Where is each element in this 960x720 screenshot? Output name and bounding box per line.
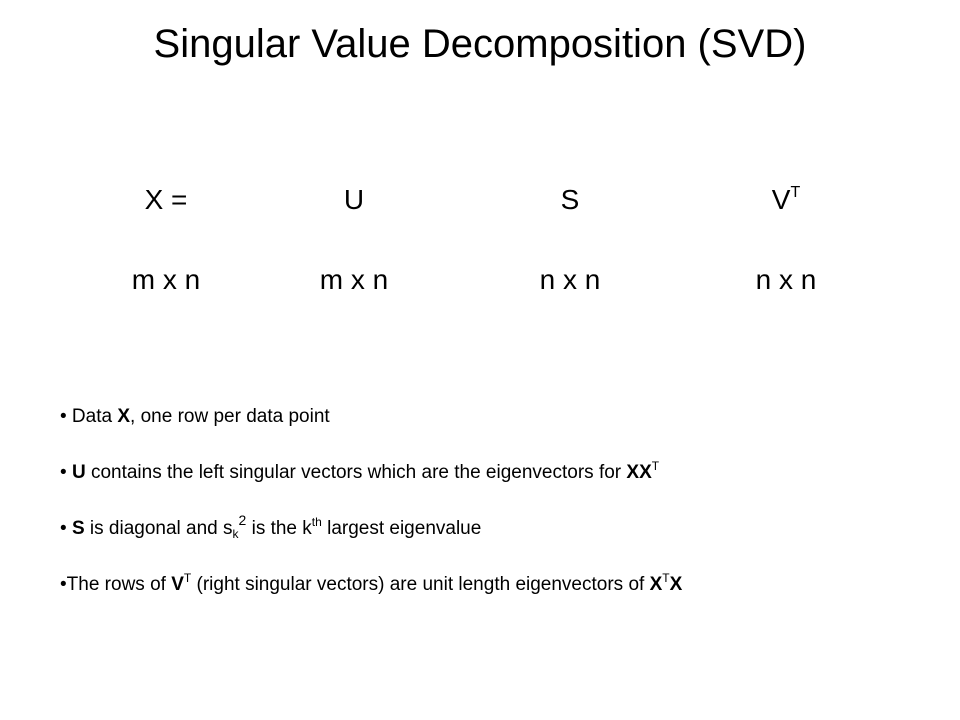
- bullet-bold-term: U: [71, 462, 86, 483]
- bullet-bold-term: S: [71, 518, 85, 539]
- bullet-text: •: [60, 518, 72, 539]
- transpose-superscript: T: [790, 184, 801, 201]
- bullet-u-left-singular: [60, 454, 659, 492]
- bullet-vt-rows: [60, 566, 682, 604]
- bullet-superscript: T: [662, 571, 670, 585]
- v-symbol: V: [771, 184, 791, 215]
- bullet-bold-term: V: [171, 574, 184, 595]
- bullet-superscript: T: [183, 571, 192, 585]
- vt-dimension: n x n: [755, 264, 817, 295]
- u-dimension: m x n: [319, 264, 389, 295]
- bullet-text: is diagonal and s: [84, 518, 233, 539]
- bullet-bold-term: X: [669, 574, 683, 595]
- bullet-s-diagonal: [60, 510, 481, 548]
- bullet-bold-term: XX: [626, 462, 652, 483]
- bullet-superscript: 2: [238, 512, 247, 528]
- equation-dimensions-row: [0, 260, 960, 300]
- bullet-text: , one row per data point: [130, 406, 330, 427]
- s-label: S: [560, 184, 580, 215]
- bullet-text: (right singular vectors) are unit length eigenvectors of: [191, 574, 650, 595]
- v-transpose-label: [706, 180, 866, 220]
- bullet-text: largest eigenvalue: [321, 518, 482, 539]
- x-equals-label: X =: [144, 184, 188, 215]
- bullet-text: • Data: [60, 406, 118, 427]
- bullet-superscript: th: [311, 515, 322, 529]
- bullet-bold-term: X: [649, 574, 663, 595]
- equation-symbols-row: [0, 180, 960, 220]
- bullet-data-x: [60, 398, 330, 436]
- bullet-superscript: T: [651, 459, 660, 473]
- u-label: U: [343, 184, 365, 215]
- x-dimension: m x n: [131, 264, 201, 295]
- s-dimension: n x n: [539, 264, 601, 295]
- bullet-subscript: k: [232, 527, 239, 541]
- bullet-text: •: [60, 462, 72, 483]
- bullet-bold-term: X: [117, 406, 131, 427]
- bullet-text: is the k: [246, 518, 312, 539]
- bullet-text: •The rows of: [60, 574, 172, 595]
- bullet-text: contains the left singular vectors which are the eigenvectors for: [85, 462, 627, 483]
- slide-title: Singular Value Decomposition (SVD): [153, 22, 807, 66]
